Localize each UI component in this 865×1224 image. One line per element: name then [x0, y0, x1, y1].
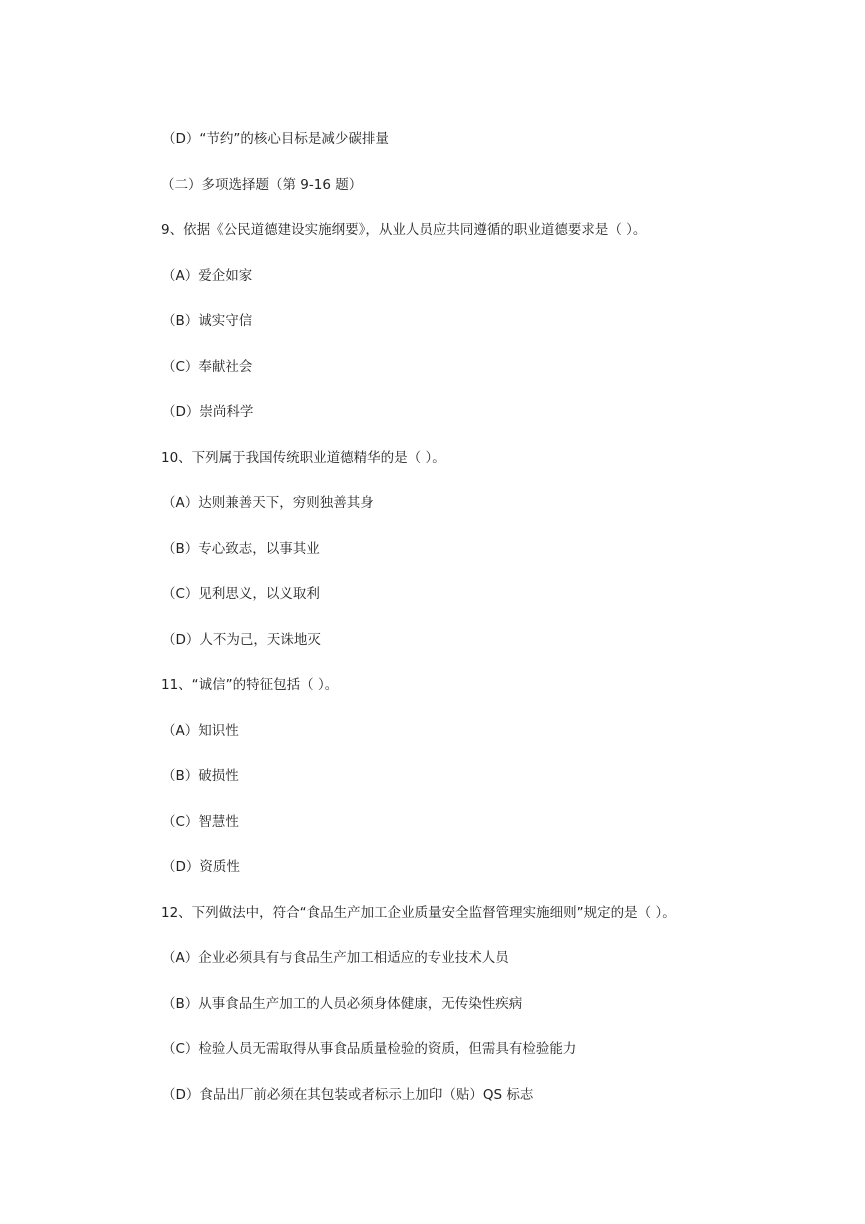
option-12d: （D）食品出厂前必须在其包装或者标示上加印（贴）QS 标志	[162, 1087, 534, 1103]
section-heading-multiple-choice: （二）多项选择题（第 9-16 题）	[161, 177, 363, 193]
option-10a: （A）达则兼善天下，穷则独善其身	[162, 495, 374, 511]
option-10d: （D）人不为己，天诛地灭	[162, 632, 321, 648]
option-8d: （D）“节约”的核心目标是减少碳排量	[162, 131, 389, 147]
option-9a: （A）爱企如家	[162, 268, 253, 284]
option-12a: （A）企业必须具有与食品生产加工相适应的专业技术人员	[162, 950, 509, 966]
option-10b: （B）专心致志，以事其业	[162, 541, 320, 557]
option-11d: （D）资质性	[162, 859, 240, 875]
question-11: 11、“诚信”的特征包括（ ）。	[161, 677, 339, 693]
question-12: 12、下列做法中，符合“食品生产加工企业质量安全监督管理实施细则”规定的是（ ）。	[161, 905, 676, 921]
option-12c: （C）检验人员无需取得从事食品质量检验的资质，但需具有检验能力	[162, 1041, 577, 1057]
question-10: 10、下列属于我国传统职业道德精华的是（ ）。	[161, 450, 446, 466]
question-9: 9、依据《公民道德建设实施纲要》，从业人员应共同遵循的职业道德要求是（ ）。	[161, 222, 647, 238]
option-9b: （B）诚实守信	[162, 313, 253, 329]
option-11b: （B）破损性	[162, 768, 239, 784]
option-12b: （B）从事食品生产加工的人员必须身体健康，无传染性疾病	[162, 996, 523, 1012]
option-11c: （C）智慧性	[162, 814, 239, 830]
option-9d: （D）崇尚科学	[162, 404, 254, 420]
option-10c: （C）见利思义，以义取利	[162, 586, 320, 602]
option-11a: （A）知识性	[162, 723, 239, 739]
option-9c: （C）奉献社会	[162, 359, 253, 375]
